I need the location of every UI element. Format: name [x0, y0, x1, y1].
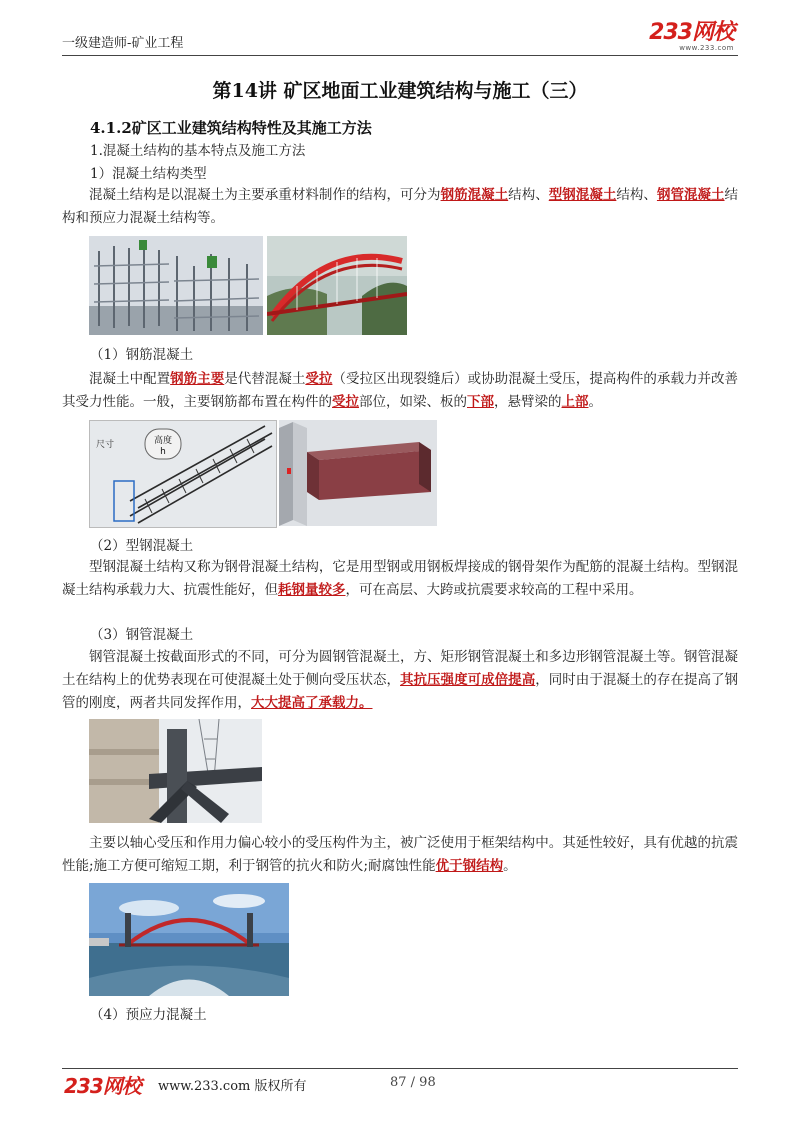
diagram-h-label: h	[160, 447, 166, 457]
steel-tube-joint-photo	[89, 719, 262, 823]
section-heading: 4.1.2矿区工业建筑结构特性及其施工方法	[90, 119, 372, 137]
subheading-1: 1.混凝土结构的基本特点及施工方法	[90, 143, 306, 159]
highlight-steel-main: 钢筋主要	[170, 371, 225, 387]
rebar-cage-diagram	[89, 420, 277, 528]
highlight-tension-zone: 受拉	[332, 394, 359, 410]
footer-divider	[62, 1068, 738, 1069]
footer-copyright: www.233.com 版权所有	[158, 1079, 307, 1094]
page-title: 第14讲 矿区地面工业建筑结构与施工（三）	[212, 80, 588, 102]
paragraph-cfst: 钢管混凝土按截面形式的不同，可分为圆钢管混凝土，方、矩形钢管混凝土和多边形钢管混凝土等。钢管混凝土在结构上的优势表现在可使混凝土处于侧向受压状态，其抗压强度可成倍提高，同时由于混凝土的存在提高了钢管的刚度，两者共同发挥作用，大大提高了承载力。	[62, 649, 739, 711]
highlight-bottom: 下部	[467, 394, 494, 410]
steel-frame-photo	[89, 236, 263, 335]
heading-src: （2）型钢混凝土	[90, 538, 194, 554]
highlight-capacity: 大大提高了承载力。	[251, 695, 373, 711]
cfst-arch-bridge-photo	[89, 883, 289, 996]
page-number: 87 / 98	[390, 1075, 436, 1090]
paragraph-src: 型钢混凝土结构又称为钢骨混凝土结构，它是用型钢或用钢板焊接成的钢骨架作为配筋的混凝土结构。型钢混凝土结构承载力大、抗震性能好，但耗钢量较多，可在高层、大跨或抗震要求较高的工程中采用。	[62, 559, 738, 598]
arch-bridge-photo	[267, 236, 407, 335]
diagram-size-label: 尺寸	[96, 440, 115, 450]
highlight-rc: 钢筋混凝土	[440, 187, 509, 203]
paragraph-types: 混凝土结构是以混凝土为主要承重材料制作的结构，可分为钢筋混凝土结构、型钢混凝土结构、钢管混凝土结构和预应力混凝土结构等。	[62, 187, 739, 226]
highlight-cfst: 钢管混凝土	[656, 187, 725, 203]
cantilever-beam-render	[279, 420, 437, 526]
heading-cfst: （3）钢管混凝土	[90, 627, 194, 643]
paragraph-rc: 混凝土中配置钢筋主要是代替混凝土受拉（受拉区出现裂缝后）或协助混凝土受压，提高构件的承载力并改善其受力性能。一般，主要钢筋都布置在构件的受拉部位，如梁、板的下部，悬臂梁的上部。	[62, 371, 739, 410]
paragraph-cfst-use: 主要以轴心受压和作用力偏心较小的受压构件为主，被广泛使用于框架结构中。其延性较好，具有优越的抗震性能;施工方便可缩短工期，利于钢管的抗火和防火;耐腐蚀性能优于钢结构。	[62, 835, 738, 874]
subheading-2: 1）混凝土结构类型	[90, 166, 207, 182]
diagram-height-label: 高度	[153, 436, 173, 446]
logo-text: 233网校	[649, 20, 734, 45]
highlight-compressive: 其抗压强度可成倍提高	[400, 672, 536, 688]
header-divider	[62, 55, 738, 56]
header-course-name: 一级建造师-矿业工程	[62, 36, 184, 51]
highlight-src: 型钢混凝土	[548, 187, 617, 203]
logo-url: www.233.com	[679, 44, 734, 52]
highlight-top: 上部	[561, 394, 589, 410]
footer-logo[interactable]: 233网校	[64, 1074, 141, 1098]
highlight-better-than-steel: 优于钢结构	[435, 858, 504, 874]
brand-logo[interactable]	[649, 22, 734, 52]
highlight-steel-consumption: 耗钢量较多	[278, 582, 346, 598]
highlight-tension: 受拉	[305, 371, 333, 387]
heading-rc: （1）钢筋混凝土	[90, 347, 194, 363]
heading-prestressed: （4）预应力混凝土	[90, 1007, 207, 1023]
